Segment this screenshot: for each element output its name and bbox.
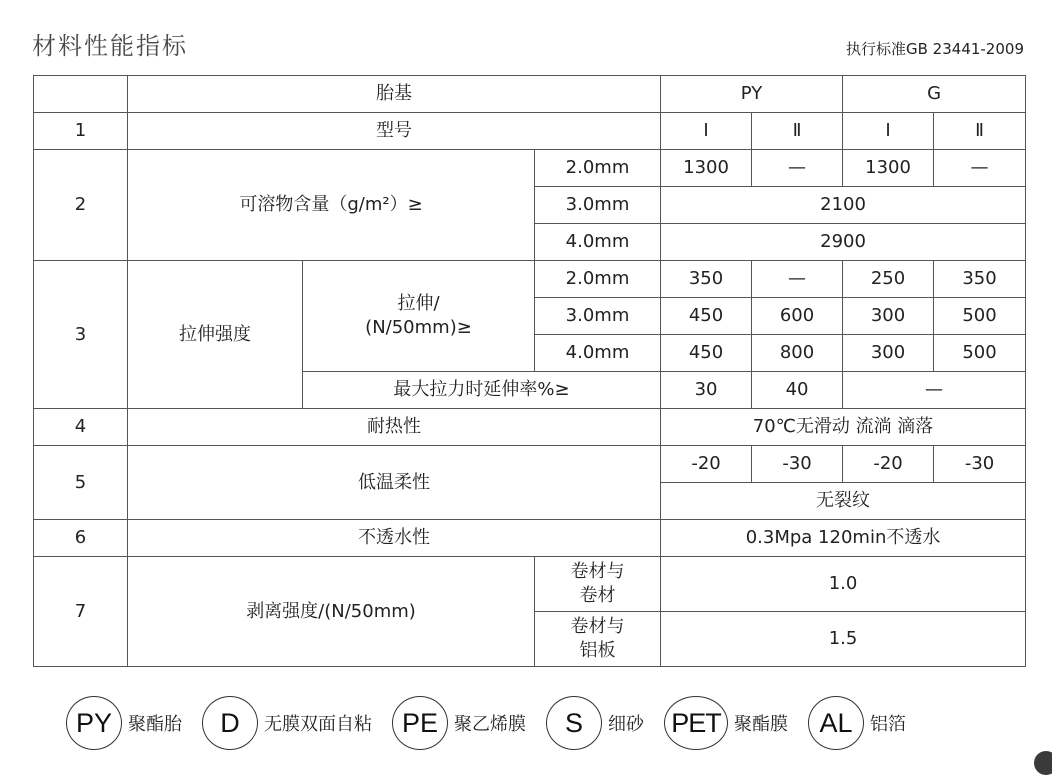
- row-number: 3: [34, 261, 128, 409]
- merged-value-cell: 2900: [661, 224, 1026, 261]
- legend-label: 聚乙烯膜: [454, 714, 526, 735]
- table-row: [34, 446, 1026, 483]
- spec-table: [33, 75, 1026, 667]
- value-cell: 600: [752, 298, 843, 335]
- legend-badge: PET: [664, 696, 728, 750]
- sub-label: [535, 557, 661, 612]
- value-cell: -20: [661, 446, 752, 483]
- legend-label: 无膜双面自粘: [264, 714, 372, 735]
- row-label: 拉伸强度: [128, 261, 303, 409]
- legend-label: 聚酯胎: [128, 714, 182, 735]
- sub-label-line2: 卷材: [579, 585, 616, 606]
- header-row: [34, 76, 1026, 113]
- table-row: [34, 557, 1026, 612]
- header-py: PY: [661, 76, 843, 113]
- thickness-cell: 4.0mm: [535, 335, 661, 372]
- sub-label-line1: 卷材与: [570, 561, 625, 582]
- legend-label: 铝箔: [870, 714, 906, 735]
- legend-badge: PY: [66, 696, 122, 750]
- table-row: [34, 150, 1026, 187]
- tensile-label-line1: 拉伸/: [397, 293, 440, 314]
- tensile-label: [303, 261, 535, 372]
- legend-item-pe: [392, 696, 526, 750]
- row-label: 耐热性: [128, 409, 661, 446]
- header-g: G: [843, 76, 1026, 113]
- row-number: 5: [34, 446, 128, 520]
- merged-value-cell: 2100: [661, 187, 1026, 224]
- value-cell: —: [843, 372, 1026, 409]
- page-title: 材料性能指标: [32, 32, 188, 60]
- row-number: 6: [34, 520, 128, 557]
- thickness-cell: 3.0mm: [535, 187, 661, 224]
- value-cell: 350: [661, 261, 752, 298]
- merged-value-cell: 1.0: [661, 557, 1026, 612]
- value-cell: 300: [843, 298, 934, 335]
- value-cell: —: [752, 261, 843, 298]
- value-cell: 500: [934, 298, 1026, 335]
- legend-item-d: [202, 696, 372, 750]
- thickness-cell: 2.0mm: [535, 150, 661, 187]
- tensile-label-line2: (N/50mm)≥: [365, 317, 472, 338]
- legend-badge: PE: [392, 696, 448, 750]
- legend-label: 聚酯膜: [734, 714, 788, 735]
- row-label: 可溶物含量（g/m²）≥: [128, 150, 535, 261]
- value-cell: 300: [843, 335, 934, 372]
- header-blank: [34, 76, 128, 113]
- merged-value-cell: 1.5: [661, 612, 1026, 667]
- row-label: 型号: [128, 113, 661, 150]
- value-cell: 30: [661, 372, 752, 409]
- value-cell: 450: [661, 298, 752, 335]
- legend-item-py: [66, 696, 182, 750]
- value-cell: 250: [843, 261, 934, 298]
- row-label: 不透水性: [128, 520, 661, 557]
- row-number: 2: [34, 150, 128, 261]
- type-g-2: Ⅱ: [934, 113, 1026, 150]
- value-cell: 500: [934, 335, 1026, 372]
- row-label: 剥离强度/(N/50mm): [128, 557, 535, 667]
- legend: [66, 694, 926, 752]
- value-cell: 1300: [843, 150, 934, 187]
- type-py-2: Ⅱ: [752, 113, 843, 150]
- sub-label: [535, 612, 661, 667]
- value-cell: 40: [752, 372, 843, 409]
- corner-decoration: [1034, 751, 1052, 775]
- sub-label-line1: 卷材与: [570, 616, 625, 637]
- legend-label: 细砂: [608, 714, 644, 735]
- legend-badge: S: [546, 696, 602, 750]
- value-cell: 450: [661, 335, 752, 372]
- row-number: 7: [34, 557, 128, 667]
- legend-item-al: [808, 696, 906, 750]
- value-cell: —: [934, 150, 1026, 187]
- value-cell: —: [752, 150, 843, 187]
- value-cell: -20: [843, 446, 934, 483]
- merged-value-cell: 0.3Mpa 120min不透水: [661, 520, 1026, 557]
- legend-item-pet: [664, 696, 788, 750]
- sub-label-line2: 铝板: [579, 640, 616, 661]
- type-py-1: Ⅰ: [661, 113, 752, 150]
- value-cell: -30: [752, 446, 843, 483]
- table-row: [34, 409, 1026, 446]
- table-row: [34, 520, 1026, 557]
- value-cell: 350: [934, 261, 1026, 298]
- standard-label: 执行标准GB 23441-2009: [846, 40, 1024, 58]
- elongation-label: 最大拉力时延伸率%≥: [303, 372, 661, 409]
- row-number: 1: [34, 113, 128, 150]
- value-cell: -30: [934, 446, 1026, 483]
- value-cell: 1300: [661, 150, 752, 187]
- row-number: 4: [34, 409, 128, 446]
- merged-value-cell: 70℃无滑动 流淌 滴落: [661, 409, 1026, 446]
- legend-item-s: [546, 696, 644, 750]
- thickness-cell: 4.0mm: [535, 224, 661, 261]
- merged-value-cell: 无裂纹: [661, 483, 1026, 520]
- table-row: [34, 113, 1026, 150]
- legend-badge: D: [202, 696, 258, 750]
- type-g-1: Ⅰ: [843, 113, 934, 150]
- row-label: 低温柔性: [128, 446, 661, 520]
- legend-badge: AL: [808, 696, 864, 750]
- thickness-cell: 3.0mm: [535, 298, 661, 335]
- value-cell: 800: [752, 335, 843, 372]
- header-base: 胎基: [128, 76, 661, 113]
- thickness-cell: 2.0mm: [535, 261, 661, 298]
- table-row: [34, 261, 1026, 298]
